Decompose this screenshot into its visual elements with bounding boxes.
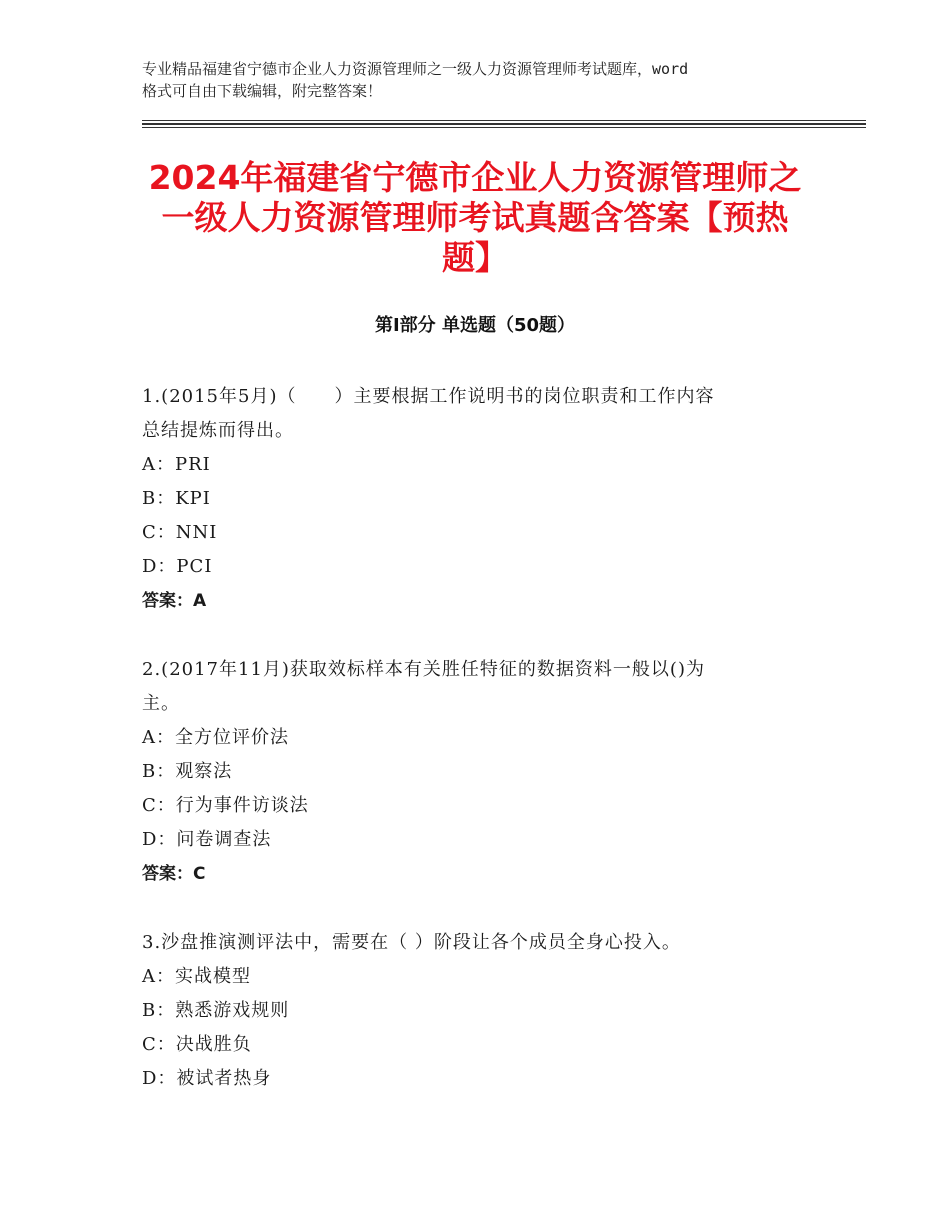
option-c: C：行为事件访谈法 xyxy=(142,795,309,816)
option-b: B：KPI xyxy=(142,488,211,509)
document-title xyxy=(120,158,830,278)
option-a: A：全方位评价法 xyxy=(142,727,289,748)
option-b: B：观察法 xyxy=(142,761,233,782)
answer: 答案：A xyxy=(142,591,207,611)
question-stem xyxy=(142,653,832,721)
header-note-line: 格式可自由下载编辑，附完整答案！ xyxy=(142,82,383,100)
document-title-line: 题】 xyxy=(442,238,508,277)
header-note-line: 专业精品福建省宁德市企业人力资源管理师之一级人力资源管理师考试题库，word xyxy=(142,60,689,78)
header-divider xyxy=(142,127,866,128)
question-stem-line: 3.沙盘推演测评法中，需要在（ ）阶段让各个成员全身心投入。 xyxy=(142,932,681,953)
question-stem-line: 2.(2017年11月)获取效标样本有关胜任特征的数据资料一般以()为 xyxy=(142,659,705,680)
option-d: D：被试者热身 xyxy=(142,1068,272,1089)
option-b: B：熟悉游戏规则 xyxy=(142,1000,290,1021)
question-2 xyxy=(142,653,832,891)
option-d: D：问卷调查法 xyxy=(142,829,272,850)
header-divider xyxy=(142,123,866,125)
question-stem-line: 1.(2015年5月)（ ）主要根据工作说明书的岗位职责和工作内容 xyxy=(142,386,715,407)
header-divider xyxy=(142,120,866,121)
question-stem-line: 主。 xyxy=(142,693,180,714)
option-a: A：实战模型 xyxy=(142,966,251,987)
question-stem xyxy=(142,926,832,960)
document-title-line: 2024年福建省宁德市企业人力资源管理师之 xyxy=(148,158,802,197)
option-a: A：PRI xyxy=(142,454,211,475)
document-title-line: 一级人力资源管理师考试真题含答案【预热 xyxy=(161,198,789,237)
question-3 xyxy=(142,926,832,1096)
option-d: D：PCI xyxy=(142,556,213,577)
option-c: C：决战胜负 xyxy=(142,1034,252,1055)
option-c: C：NNI xyxy=(142,522,218,543)
question-stem-line: 总结提炼而得出。 xyxy=(142,420,294,441)
question-1 xyxy=(142,380,832,618)
question-stem xyxy=(142,380,832,448)
answer: 答案：C xyxy=(142,864,206,884)
header-note xyxy=(142,58,832,102)
section-heading: 第Ⅰ部分 单选题（50题） xyxy=(374,315,575,336)
